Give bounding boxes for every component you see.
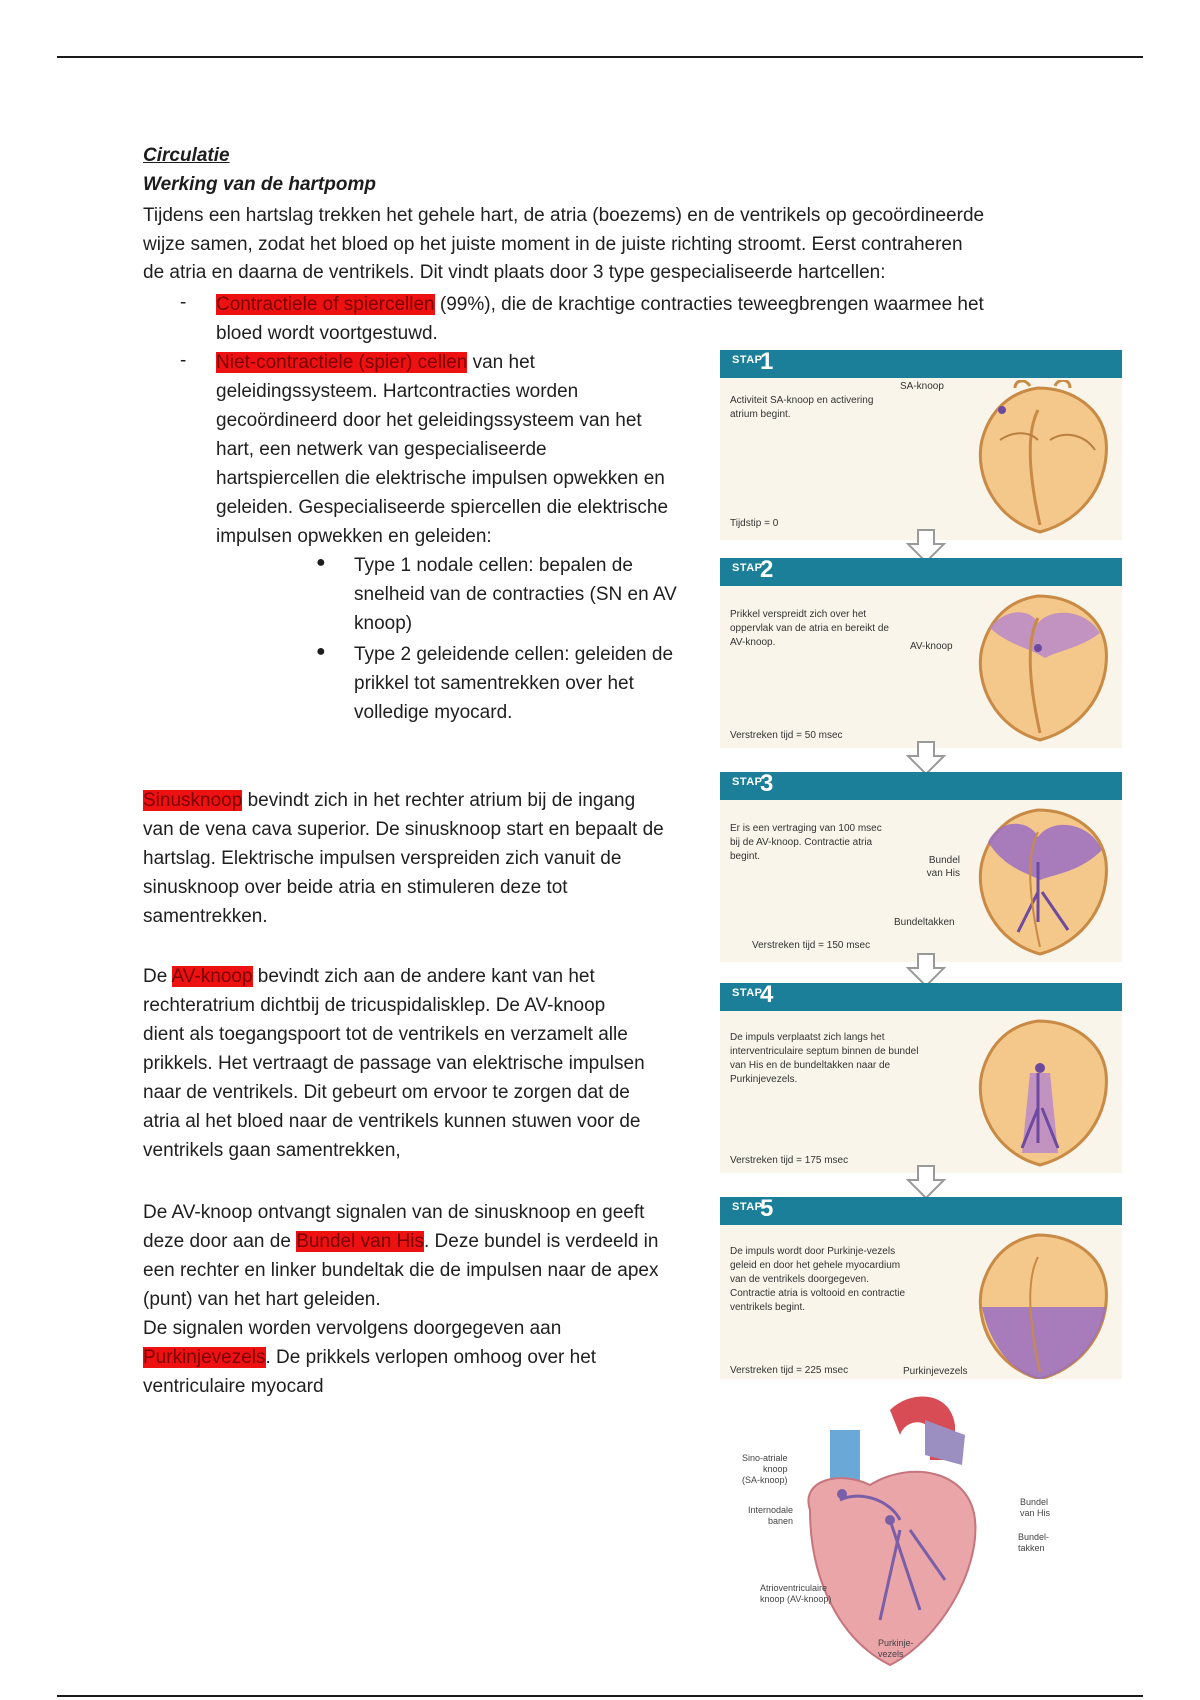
down-arrow-icon — [906, 740, 946, 776]
sinus-line: samentrekken. — [143, 906, 268, 927]
step-header: STAP 3 — [720, 772, 1122, 800]
highlight: Purkinjevezels — [143, 1347, 266, 1368]
sinus-line: Sinusknoop bevindt zich in het rechter atrium bij de ingang — [143, 790, 636, 811]
bullet-2-line: impulsen opwekken en geleiden: — [216, 526, 492, 547]
his-line: De AV-knoop ontvangt signalen van de sinusknoop en geeft — [143, 1202, 645, 1223]
av-line: prikkels. Het vertraagt de passage van elektrische impulsen — [143, 1053, 645, 1074]
heart-illustration — [960, 1013, 1120, 1171]
heart-illustration — [960, 588, 1120, 746]
step-description: Prikkel verspreidt zich over het oppervlak van de atria en bereikt de AV-knoop. — [730, 609, 889, 648]
bundeltakken-label: Bundel- takken — [1018, 1532, 1050, 1553]
step-description: Er is een vertraging van 100 msec bij de AV-knoop. Contractie atria begint. — [730, 823, 882, 862]
his-line: Purkinjevezels. De prikkels verlopen omhoog over het — [143, 1347, 597, 1368]
bullet-2-line: Niet-contractiele (spier) cellen van het — [216, 352, 535, 373]
section-heading: Werking van de hartpomp — [143, 174, 376, 195]
highlight: Niet-contractiele (spier) cellen — [216, 352, 468, 373]
av-line: dient als toegangspoort tot de ventrikels en verzamelt alle — [143, 1024, 628, 1045]
step-header: STAP 1 — [720, 350, 1122, 378]
bundeltakken-label: Bundeltakken — [894, 917, 955, 928]
bullet-2-line: geleidingssysteem. Hartcontracties worden — [216, 381, 579, 402]
av-line: naar de ventrikels. Dit gebeurt om ervoor te zorgen dat de — [143, 1082, 630, 1103]
bullet-1-line: Contractiele of spiercellen (99%), die de krachtige contracties teweegbrengen waarmee het — [216, 294, 984, 315]
subbullet-line: snelheid van de contracties (SN en AV — [354, 584, 677, 605]
sa-knoop-label: Sino-atriale knoop (SA-knoop) — [742, 1453, 788, 1485]
bullet-dash: - — [180, 350, 187, 371]
sinus-line: hartslag. Elektrische impulsen verspreiden zich vanuit de — [143, 848, 622, 869]
footer-rule — [57, 1695, 1143, 1697]
av-knoop-label: AV-knoop — [910, 641, 953, 652]
conduction-system-heart-illustration — [740, 1390, 1040, 1680]
bullet-dash: - — [180, 292, 187, 313]
step-header: STAP 2 — [720, 558, 1122, 586]
heart-illustration — [960, 802, 1120, 960]
bullet-2-line: hart, een netwerk van gespecialiseerde — [216, 439, 547, 460]
step-1-panel — [720, 350, 1122, 540]
subbullet-line: knoop) — [354, 613, 413, 634]
internodale-banen-label: Internodale banen — [748, 1505, 794, 1526]
heart-illustration — [960, 380, 1120, 538]
step-time: Verstreken tijd = 50 msec — [730, 730, 843, 741]
step-time: Verstreken tijd = 225 msec — [730, 1365, 849, 1376]
his-line: ventriculaire myocard — [143, 1376, 324, 1397]
step-description: De impuls verplaatst zich langs het interventriculaire septum binnen de bundel van His en de bundeltakken naar de Purkinjevezels. — [730, 1032, 919, 1085]
highlight: Sinusknoop — [143, 790, 243, 811]
intro-line: Tijdens een hartslag trekken het gehele hart, de atria (boezems) en de ventrikels op gecoördineerde — [143, 205, 985, 226]
bullet-1-line: bloed wordt voortgestuwd. — [216, 323, 438, 344]
step-description: De impuls wordt door Purkinje-vezels geleid en door het gehele myocardium van de ventrikels doorgegeven. Contractie atria is voltooid en contractie ventrikels begint. — [730, 1246, 906, 1313]
step-time: Verstreken tijd = 150 msec — [752, 940, 871, 951]
highlight: Contractiele of spiercellen — [216, 294, 435, 315]
subbullet-line: volledige myocard. — [354, 702, 513, 723]
his-line: De signalen worden vervolgens doorgegeven aan — [143, 1318, 562, 1339]
page-heading: Circulatie — [143, 145, 230, 166]
highlight: AV-knoop — [171, 966, 253, 987]
his-line: deze door aan de Bundel van His. Deze bundel is verdeeld in — [143, 1231, 659, 1252]
sinus-line: sinusknoop over beide atria en stimuleren deze tot — [143, 877, 568, 898]
av-line: ventrikels gaan samentrekken, — [143, 1140, 401, 1161]
step-header: STAP 5 — [720, 1197, 1122, 1225]
step-description: Activiteit SA-knoop en activering atrium begint. — [730, 395, 874, 420]
subbullet-line: prikkel tot samentrekken over het — [354, 673, 634, 694]
step-header: STAP 4 — [720, 983, 1122, 1011]
purkinjevezels-label: Purkinjevezels — [903, 1366, 968, 1377]
intro-line: de atria en daarna de ventrikels. Dit vindt plaats door 3 type gespecialiseerde hartcellen: — [143, 262, 886, 283]
av-knoop-label: Atrioventriculaire knoop (AV-knoop) — [760, 1583, 832, 1604]
his-line: een rechter en linker bundeltak die de impulsen naar de apex — [143, 1260, 659, 1281]
step-4-panel — [720, 983, 1122, 1173]
sinus-line: van de vena cava superior. De sinusknoop start en bepaalt de — [143, 819, 664, 840]
purkinjevezels-label: Purkinje- vezels — [878, 1638, 914, 1659]
bullet-dot: ● — [316, 643, 326, 660]
step-time: Verstreken tijd = 175 msec — [730, 1155, 849, 1166]
heart-illustration — [960, 1227, 1120, 1379]
step-5-panel — [720, 1197, 1122, 1379]
bullet-dot: ● — [316, 554, 326, 571]
step-2-panel — [720, 558, 1122, 748]
his-line: (punt) van het hart geleiden. — [143, 1289, 381, 1310]
step-3-panel — [720, 772, 1122, 962]
bullet-2-line: geleiden. Gespecialiseerde spiercellen die elektrische — [216, 497, 669, 518]
sa-knoop-label: SA-knoop — [900, 381, 944, 392]
bundel-van-his-label: Bundel van His — [1020, 1497, 1051, 1518]
bullet-2-line: gecoördineerd door het geleidingssysteem van het — [216, 410, 642, 431]
av-line: De AV-knoop bevindt zich aan de andere kant van het — [143, 966, 595, 987]
highlight: Bundel van His — [296, 1231, 424, 1252]
step-time: Tijdstip = 0 — [730, 518, 779, 529]
subbullet-line: Type 2 geleidende cellen: geleiden de — [354, 644, 674, 665]
header-rule — [57, 56, 1143, 58]
av-line: rechteratrium dichtbij de tricuspidalisklep. De AV-knoop — [143, 995, 606, 1016]
subbullet-line: Type 1 nodale cellen: bepalen de — [354, 555, 633, 576]
intro-line: wijze samen, zodat het bloed op het juiste moment in de juiste richting stroomt. Eerst contraheren — [143, 234, 963, 255]
bullet-2-line: hartspiercellen die elektrische impulsen opwekken en — [216, 468, 665, 489]
down-arrow-icon — [906, 1164, 946, 1200]
av-line: atria al het bloed naar de ventrikels kunnen stuwen voor de — [143, 1111, 641, 1132]
bundel-van-his-label: Bundel van His — [926, 855, 960, 879]
